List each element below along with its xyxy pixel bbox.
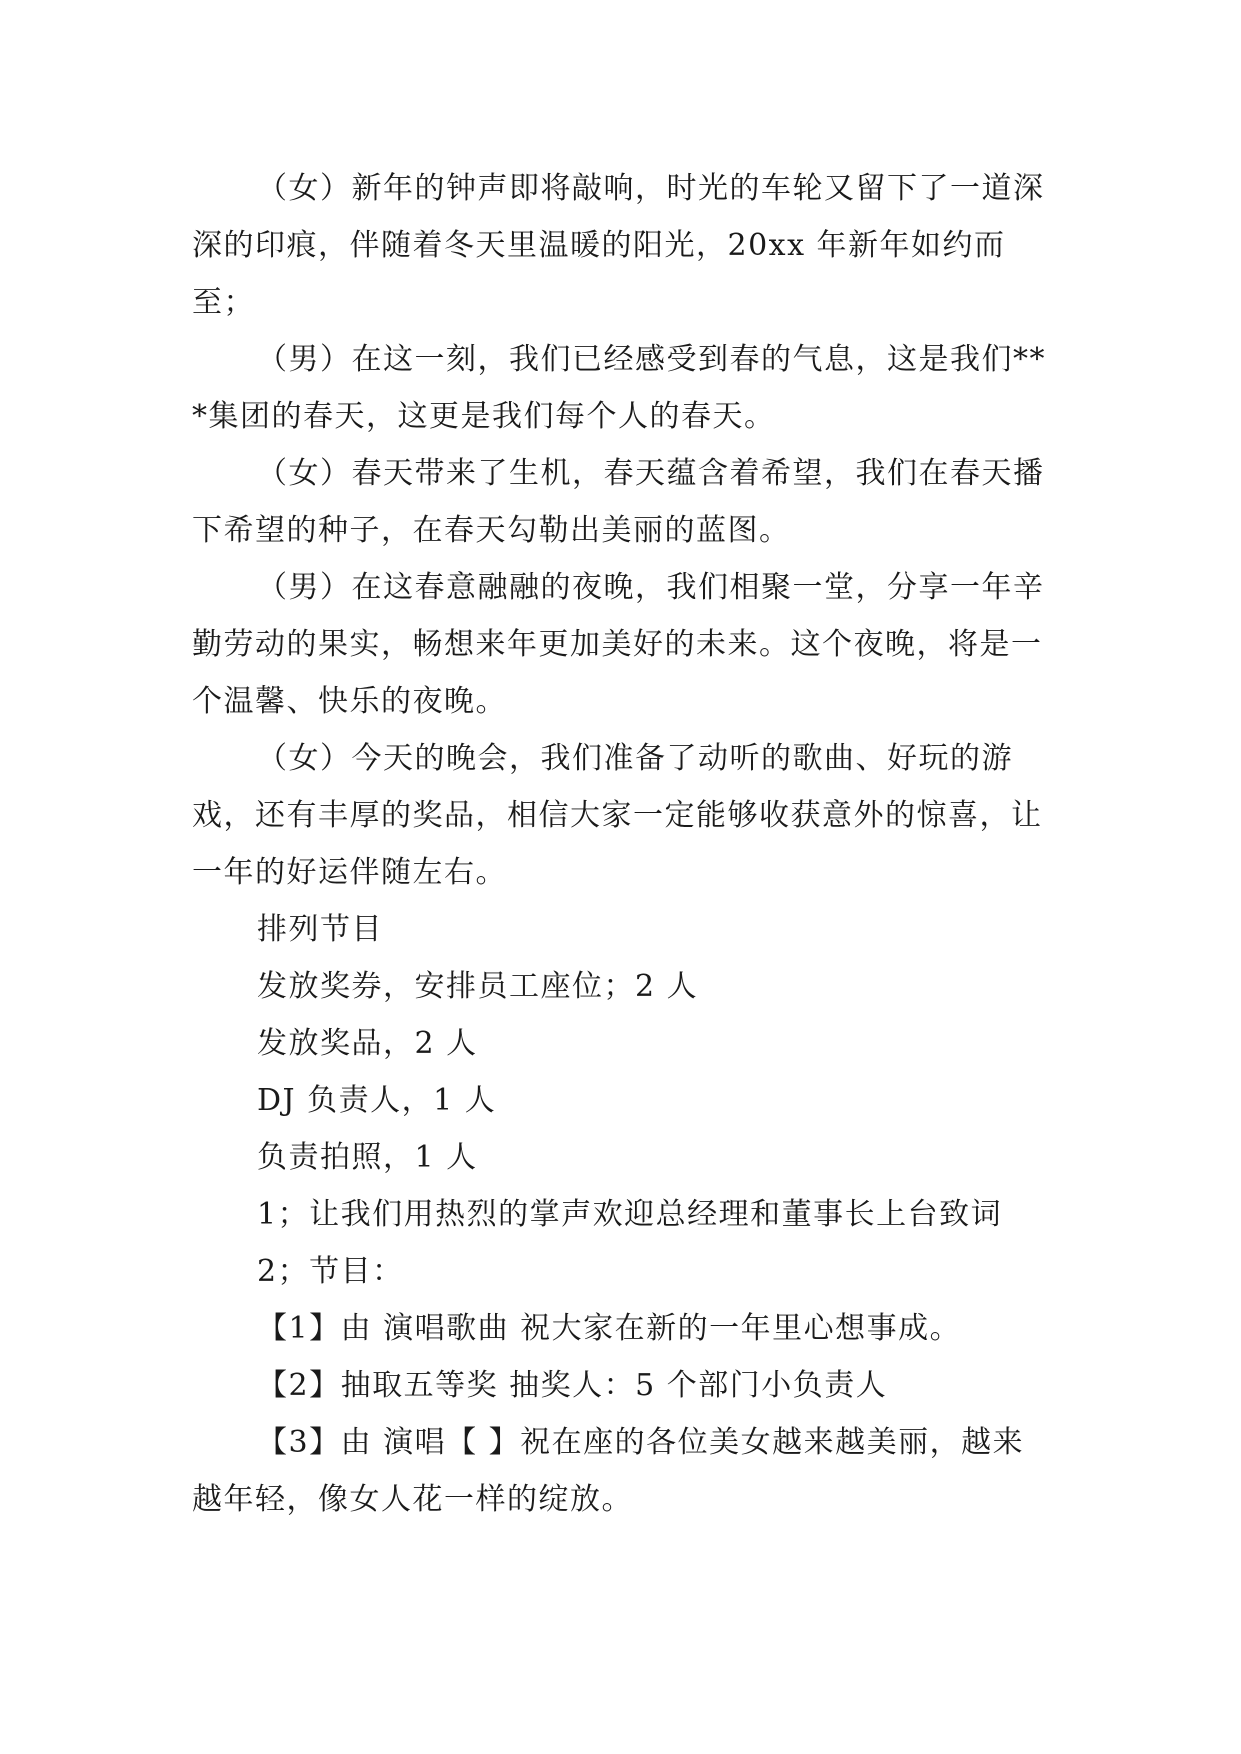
- arrangement-line-tickets: 发放奖券，安排员工座位；2 人: [257, 969, 699, 1004]
- document-body: [192, 160, 1050, 1528]
- arrangement-line-dj: DJ 负责人，1 人: [257, 1083, 497, 1118]
- dialogue-paragraph-5: （女）今天的晚会，我们准备了动听的歌曲、好玩的游戏，还有丰厚的奖品，相信大家一定能够收获意外的惊喜，让一年的好运伴随左右。: [192, 741, 1043, 890]
- program-step-2: 2；节目：: [257, 1254, 404, 1289]
- program-act-1: 【1】由 演唱歌曲 祝大家在新的一年里心想事成。: [257, 1311, 962, 1346]
- dialogue-paragraph-1: （女）新年的钟声即将敲响，时光的车轮又留下了一道深深的印痕，伴随着冬天里温暖的阳光，20xx 年新年如约而至；: [192, 171, 1045, 320]
- arrangement-line-photo: 负责拍照，1 人: [257, 1140, 478, 1175]
- dialogue-paragraph-3: （女）春天带来了生机，春天蕴含着希望，我们在春天播下希望的种子，在春天勾勒出美丽的蓝图。: [192, 456, 1045, 548]
- arrangement-line-prizes: 发放奖品，2 人: [257, 1026, 478, 1061]
- program-act-3: 【3】由 演唱【 】祝在座的各位美女越来越美丽，越来越年轻，像女人花一样的绽放。: [192, 1425, 1025, 1517]
- arrangement-heading: 排列节目: [257, 912, 383, 947]
- program-act-2: 【2】抽取五等奖 抽奖人：5 个部门小负责人: [257, 1368, 888, 1403]
- dialogue-paragraph-2: （男）在这一刻，我们已经感受到春的气息，这是我们***集团的春天，这更是我们每个人的春天。: [192, 342, 1046, 434]
- dialogue-paragraph-4: （男）在这春意融融的夜晚，我们相聚一堂，分享一年辛勤劳动的果实，畅想来年更加美好的未来。这个夜晚，将是一个温馨、快乐的夜晚。: [192, 570, 1045, 719]
- program-step-1: 1；让我们用热烈的掌声欢迎总经理和董事长上台致词: [257, 1197, 1003, 1232]
